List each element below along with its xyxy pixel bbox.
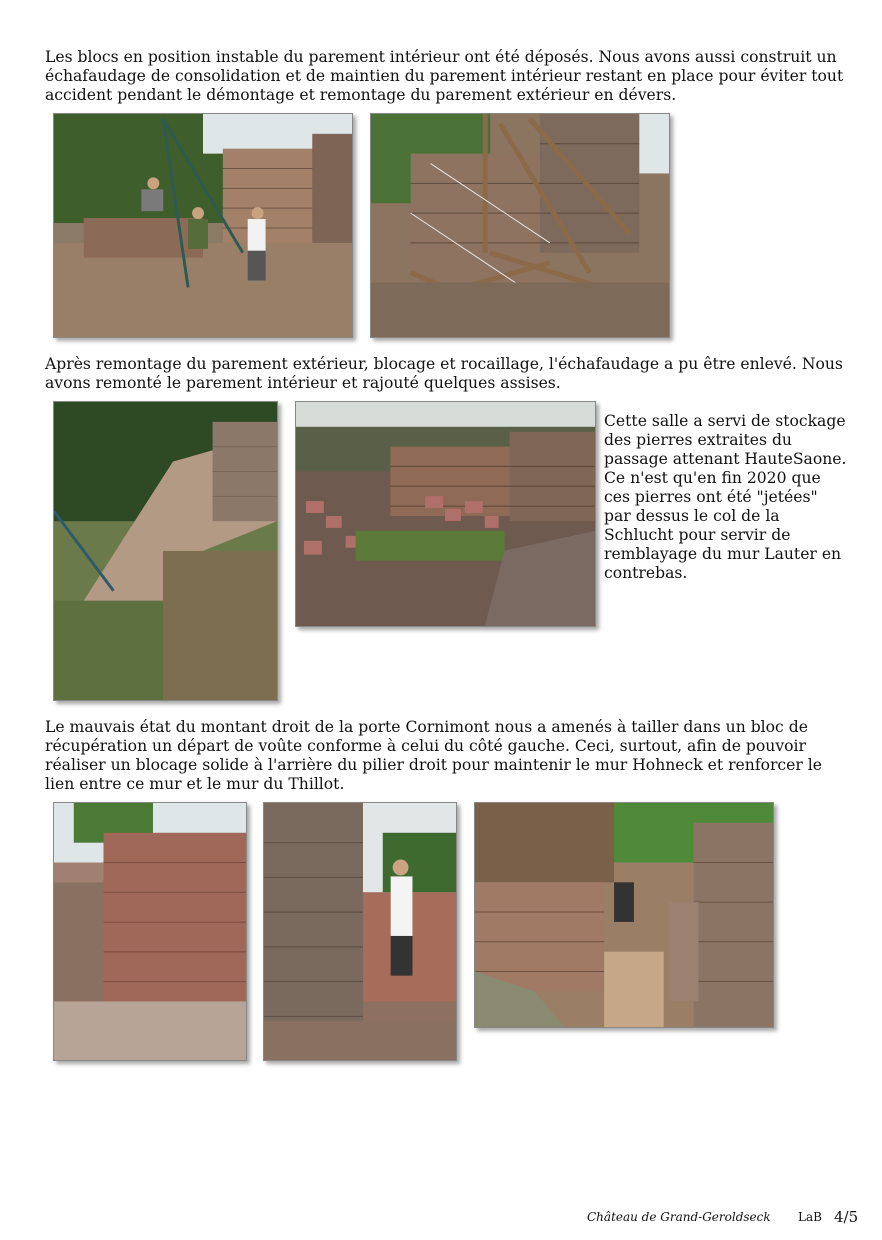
photo-scaffold-wall bbox=[370, 113, 670, 338]
footer-document-title: Château de Grand-Geroldseck bbox=[587, 1210, 771, 1224]
storage-room-caption: Cette salle a servi de stockage des pierres extraites du passage attenant HauteSaone. Ce n'est qu'en fin 2020 que ces pierres ont été "jetées" par dessus le col de la Schlucht pour servir de remblayage du mur Lauter en contrebas. bbox=[604, 412, 847, 582]
page-number: 4/5 bbox=[834, 1208, 859, 1226]
photo-passage-overview bbox=[474, 802, 774, 1028]
photo-storage-room-stones bbox=[295, 401, 596, 627]
photo-worker-cutting-stone bbox=[263, 802, 457, 1061]
paragraph-reconstruction: Après remontage du parement extérieur, blocage et rocaillage, l'échafaudage a pu être enlevé. Nous avons remonté le parement intérieur et rajouté quelques assises. bbox=[45, 355, 843, 392]
paragraph-scaffolding: Les blocs en position instable du parement intérieur ont été déposés. Nous avons aussi construit un échafaudage de consolidation et de maintien du parement intérieur restant en place pour éviter tout accident pendant le démontage et remontage du parement extérieur en dévers. bbox=[45, 48, 844, 104]
photo-door-jamb-left bbox=[53, 802, 247, 1061]
paragraph-cornimont-door: Le mauvais état du montant droit de la porte Cornimont nous a amenés à tailler dans un bloc de récupération un départ de voûte conforme à celui du côté gauche. Ceci, surtout, afin de pouvoir réaliser un blocage solide à l'arrière du pilier droit pour maintenir le mur Hohneck et renforcer le lien entre ce mur et le mur du Thillot. bbox=[45, 718, 823, 793]
footer-author: LaB bbox=[798, 1210, 822, 1224]
photo-workers-scaffold bbox=[53, 113, 353, 338]
photo-rebuilt-wall-portrait bbox=[53, 401, 278, 701]
